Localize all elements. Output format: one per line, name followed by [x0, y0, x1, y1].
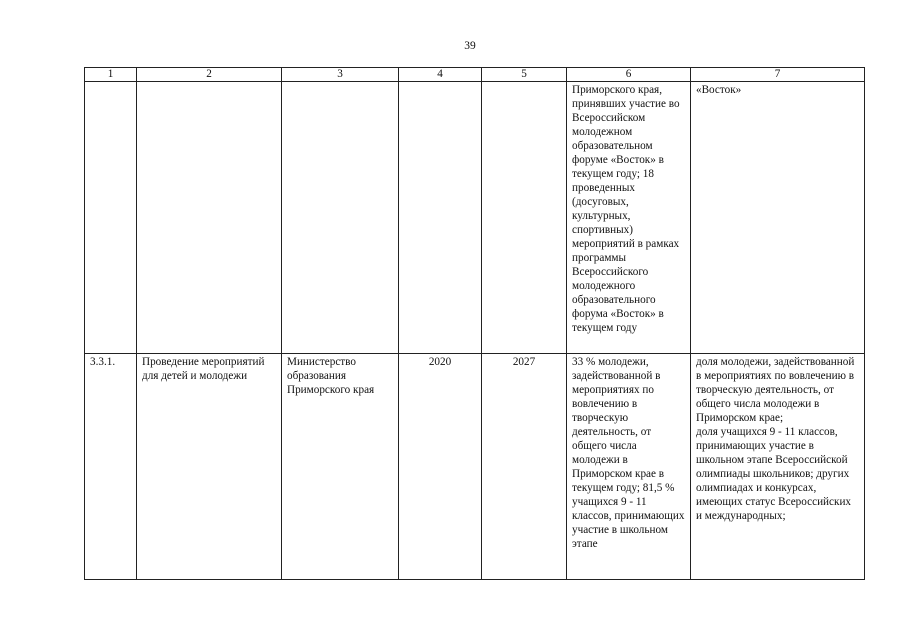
cell-empty — [282, 82, 399, 354]
header-col-6: 6 — [567, 68, 691, 82]
cell-end-year: 2027 — [482, 354, 567, 580]
cell-event-name: Проведение мероприятий для детей и молодежи — [137, 354, 282, 580]
header-col-4: 4 — [399, 68, 482, 82]
cell-empty — [137, 82, 282, 354]
header-col-3: 3 — [282, 68, 399, 82]
cell-indicator: доля молодежи, задействованной в мероприятиях по вовлечению в творческую деятельность, от общего числа молодежи в Приморском крае; доля учащихся 9 - 11 классов, принимающих участие в школьном этапе Всероссийской олимпиады школьников; других олимпиадах и конкурсах, имеющих статус Всероссийских и международных; — [691, 354, 865, 580]
cell-result-continued: Приморского края, принявших участие во Всероссийском молодежном образовательном форуме «Восток» в текущем году; 18 проведенных (досуговых, культурных, спортивных) мероприятий в рамках программы Всероссийского молодежного образовательного форума «Восток» в текущем году — [567, 82, 691, 354]
cell-empty — [482, 82, 567, 354]
header-col-7: 7 — [691, 68, 865, 82]
cell-result: 33 % молодежи, задействованной в мероприятиях по вовлечению в творческую деятельность, от общего числа молодежи в Приморском крае в текущем году; 81,5 % учащихся 9 - 11 классов, принимающих участие в школьном этапе — [567, 354, 691, 580]
header-col-2: 2 — [137, 68, 282, 82]
program-table — [84, 67, 865, 580]
cell-empty — [399, 82, 482, 354]
header-col-1: 1 — [85, 68, 137, 82]
cell-start-year: 2020 — [399, 354, 482, 580]
cell-executor: Министерство образования Приморского края — [282, 354, 399, 580]
cell-indicator-continued: «Восток» — [691, 82, 865, 354]
cell-empty — [85, 82, 137, 354]
header-row — [85, 68, 865, 82]
table-row-continuation — [85, 82, 865, 354]
table-row-3-3-1 — [85, 354, 865, 580]
page-number: 39 — [464, 40, 476, 52]
cell-number: 3.3.1. — [85, 354, 137, 580]
header-col-5: 5 — [482, 68, 567, 82]
